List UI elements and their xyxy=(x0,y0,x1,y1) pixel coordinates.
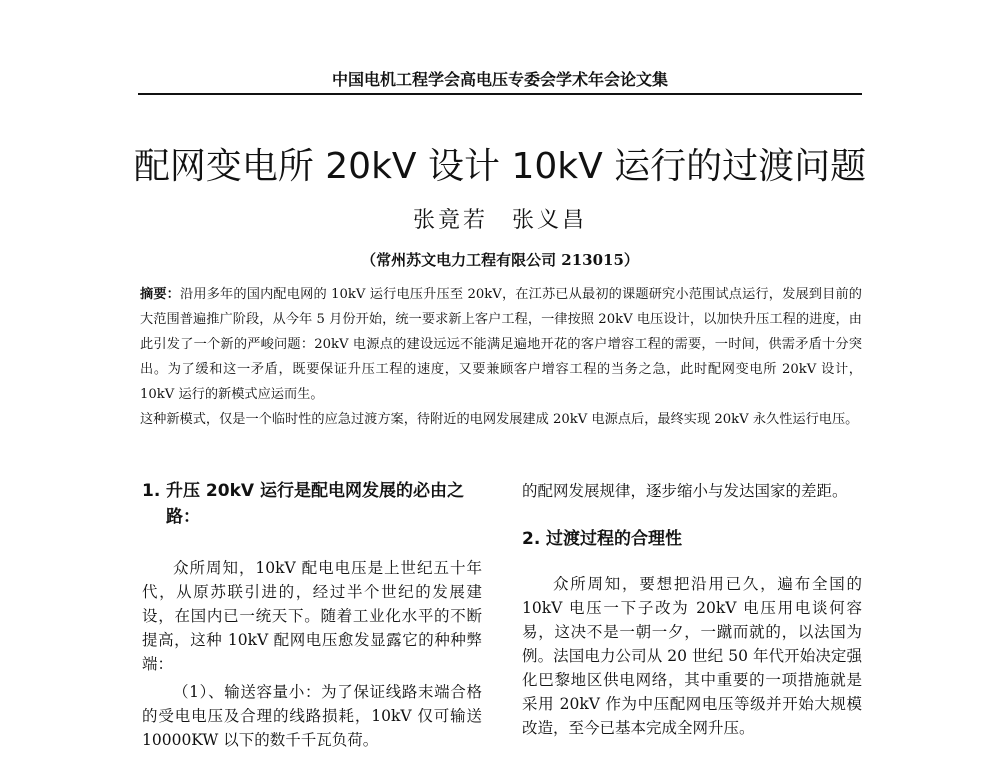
section-1-heading xyxy=(142,478,482,530)
journal-header: 中国电机工程学会高电压专委会学术年会论文集 xyxy=(331,70,668,89)
paper-title: 配网变电所 20kV 设计 10kV 运行的过渡问题 xyxy=(133,146,867,187)
section-1-paragraph-1: 众所周知，10kV 配电电压是上世纪五十年代，从原苏联引进的，经过半个世纪的发展建设，在国内已一统天下。随着工业化水平的不断提高，这种 10kV 配网电压愈发显露它的种种弊端： xyxy=(142,559,482,673)
abstract-text-1: 沿用多年的国内配电网的 10kV 运行电压升压至 20kV，在江苏已从最初的课题研究小范围试点运行，发展到目前的大范围普遍推广阶段，从今年 5 月份开始，统一要求新上客户工程，一律按照 20kV 电压设计，以加快升压工程的进度，由此引发了一个新的严峻问题：20kV 电源点的建设远远不能满足遍地开花的客户增容工程的需要，一时间，供需矛盾十分突出。为了缓和这一矛盾，既要保证升压工程的速度，又要兼顾客户增容工程的当务之急，此时配网变电所 20kV 设计，10kV 运行的新模式应运而生。 xyxy=(140,287,862,402)
abstract-label: 摘要： xyxy=(140,287,181,302)
section-1-continuation: 的配网发展规律，逐步缩小与发达国家的差距。 xyxy=(522,482,848,500)
section-1-title: 升压 20kV 运行是配电网发展的必由之路： xyxy=(166,481,464,527)
paper-authors: 张竟若 张义昌 xyxy=(413,208,587,233)
section-2-paragraph-1: 众所周知，要想把沿用已久，遍布全国的 10kV 电压一下子改为 20kV 电压用电谈何容易，这决不是一朝一夕，一蹴而就的，以法国为例。法国电力公司从 20 世纪 50 年代开始决定强化巴黎地区供电网络，其中重要的一项措施就是采用 20kV 作为中压配网电压等级并开始大规模改造，至今已基本完成全网升压。 xyxy=(522,575,862,737)
abstract-paragraph-1 xyxy=(140,282,862,407)
left-column xyxy=(142,478,482,752)
section-2-heading xyxy=(522,526,862,552)
section-1-number: 1. xyxy=(142,481,161,501)
section-2-number: 2. xyxy=(522,529,541,549)
header-rule xyxy=(138,93,862,95)
abstract-paragraph-2: 这种新模式，仅是一个临时性的应急过渡方案，待附近的电网发展建成 20kV 电源点后，最终实现 20kV 永久性运行电压。 xyxy=(140,412,859,427)
right-column xyxy=(522,478,862,740)
section-1-paragraph-2: （1）、输送容量小：为了保证线路末端合格的受电电压及合理的线路损耗，10kV 仅可输送 10000KW 以下的数千千瓦负荷。 xyxy=(142,683,482,749)
abstract xyxy=(140,282,862,432)
paper-affiliation: （常州苏文电力工程有限公司 213015） xyxy=(361,251,639,269)
section-2-title: 过渡过程的合理性 xyxy=(546,529,682,549)
